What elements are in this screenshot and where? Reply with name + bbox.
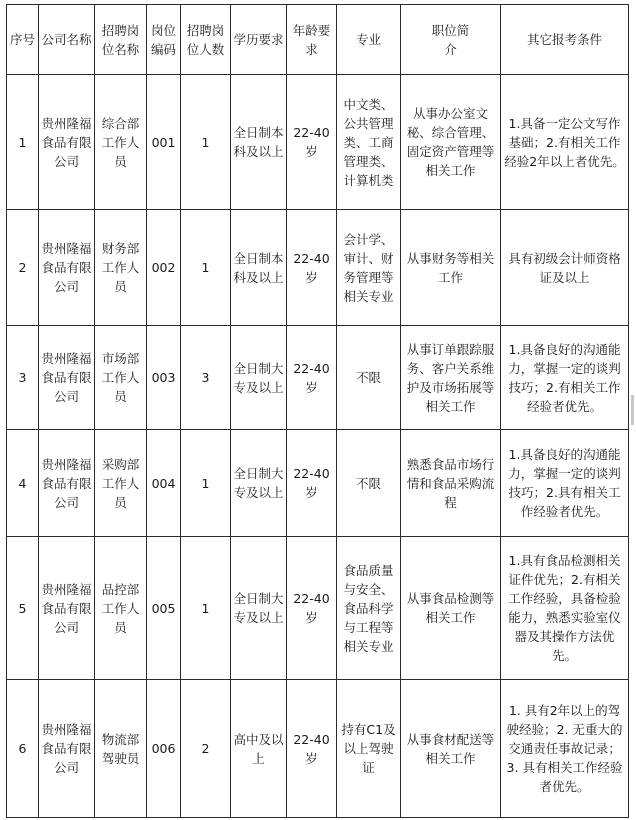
row-company: 贵州隆福食品有限公司	[39, 430, 95, 537]
row-position: 物流部驾驶员	[95, 680, 147, 818]
header-no: 序号	[7, 5, 39, 75]
row-other: 1. 具有2年以上的驾驶经验；2. 无重大的交通责任事故记录；3. 具有相关工作经验者优先。	[501, 680, 629, 818]
row-age: 22-40岁	[287, 75, 337, 210]
header-other: 其它报考条件	[501, 5, 629, 75]
row-age: 22-40岁	[287, 430, 337, 537]
row-intro: 从事食材配送等相关工作	[401, 680, 501, 818]
row-education: 全日制大专及以上	[231, 537, 287, 680]
row-other: 具有初级会计师资格证及以上	[501, 210, 629, 326]
row-no: 5	[7, 537, 39, 680]
row-position: 财务部工作人员	[95, 210, 147, 326]
row-intro: 从事办公室文秘、综合管理、固定资产管理等相关工作	[401, 75, 501, 210]
row-age: 22-40岁	[287, 210, 337, 326]
row-code: 003	[147, 326, 181, 430]
row-company: 贵州隆福食品有限公司	[39, 210, 95, 326]
row-no: 6	[7, 680, 39, 818]
recruitment-table	[6, 4, 629, 818]
row-count: 1	[181, 210, 231, 326]
row-no: 1	[7, 75, 39, 210]
row-position: 市场部工作人员	[95, 326, 147, 430]
row-position: 采购部工作人员	[95, 430, 147, 537]
row-age: 22-40岁	[287, 680, 337, 818]
row-other: 1.具有食品检测相关证件优先；2.有相关工作经验，具备检验能力，熟悉实验室仪器及其操作方法优先。	[501, 537, 629, 680]
row-intro: 从事食品检测等相关工作	[401, 537, 501, 680]
row-code: 006	[147, 680, 181, 818]
row-major: 不限	[337, 326, 401, 430]
row-count: 3	[181, 326, 231, 430]
header-position: 招聘岗位名称	[95, 5, 147, 75]
row-position: 综合部工作人员	[95, 75, 147, 210]
row-code: 002	[147, 210, 181, 326]
header-code: 岗位编码	[147, 5, 181, 75]
row-education: 全日制本科及以上	[231, 75, 287, 210]
row-code: 005	[147, 537, 181, 680]
row-age: 22-40岁	[287, 326, 337, 430]
row-major: 食品质量与安全、食品科学与工程等相关专业	[337, 537, 401, 680]
row-company: 贵州隆福食品有限公司	[39, 680, 95, 818]
table-row	[7, 75, 629, 210]
row-other: 1.具备一定公文写作基础；2.有相关工作经验2年以上者优先。	[501, 75, 629, 210]
table-row	[7, 537, 629, 680]
table-row	[7, 430, 629, 537]
row-code: 001	[147, 75, 181, 210]
header-age: 年龄要求	[287, 5, 337, 75]
row-count: 2	[181, 680, 231, 818]
table-row	[7, 326, 629, 430]
row-other: 1.具备良好的沟通能力，掌握一定的谈判技巧；2.有相关工作经验者优先。	[501, 326, 629, 430]
row-education: 全日制大专及以上	[231, 326, 287, 430]
row-education: 高中及以上	[231, 680, 287, 818]
row-no: 2	[7, 210, 39, 326]
header-company: 公司名称	[39, 5, 95, 75]
table-row	[7, 680, 629, 818]
header-education: 学历要求	[231, 5, 287, 75]
row-major: 持有C1及以上驾驶证	[337, 680, 401, 818]
row-position: 品控部工作人员	[95, 537, 147, 680]
row-education: 全日制大专及以上	[231, 430, 287, 537]
row-other: 1.具备良好的沟通能力，掌握一定的谈判技巧；2.具有相关工作经验者优先。	[501, 430, 629, 537]
row-count: 1	[181, 537, 231, 680]
row-code: 004	[147, 430, 181, 537]
row-major: 会计学、审计、财务管理等相关专业	[337, 210, 401, 326]
page-edge-marker	[631, 395, 634, 425]
row-intro: 从事订单跟踪服务、客户关系维护及市场拓展等相关工作	[401, 326, 501, 430]
header-major: 专业	[337, 5, 401, 75]
row-no: 3	[7, 326, 39, 430]
row-major: 中文类、公共管理类、工商管理类、计算机类	[337, 75, 401, 210]
row-intro: 熟悉食品市场行情和食品采购流程	[401, 430, 501, 537]
row-education: 全日制本科及以上	[231, 210, 287, 326]
row-company: 贵州隆福食品有限公司	[39, 537, 95, 680]
row-company: 贵州隆福食品有限公司	[39, 75, 95, 210]
header-count: 招聘岗位人数	[181, 5, 231, 75]
row-no: 4	[7, 430, 39, 537]
table-row	[7, 210, 629, 326]
row-company: 贵州隆福食品有限公司	[39, 326, 95, 430]
header-intro: 职位简介	[401, 5, 501, 75]
row-major: 不限	[337, 430, 401, 537]
row-age: 22-40岁	[287, 537, 337, 680]
row-count: 1	[181, 75, 231, 210]
header-row	[7, 5, 629, 75]
row-count: 1	[181, 430, 231, 537]
row-intro: 从事财务等相关工作	[401, 210, 501, 326]
